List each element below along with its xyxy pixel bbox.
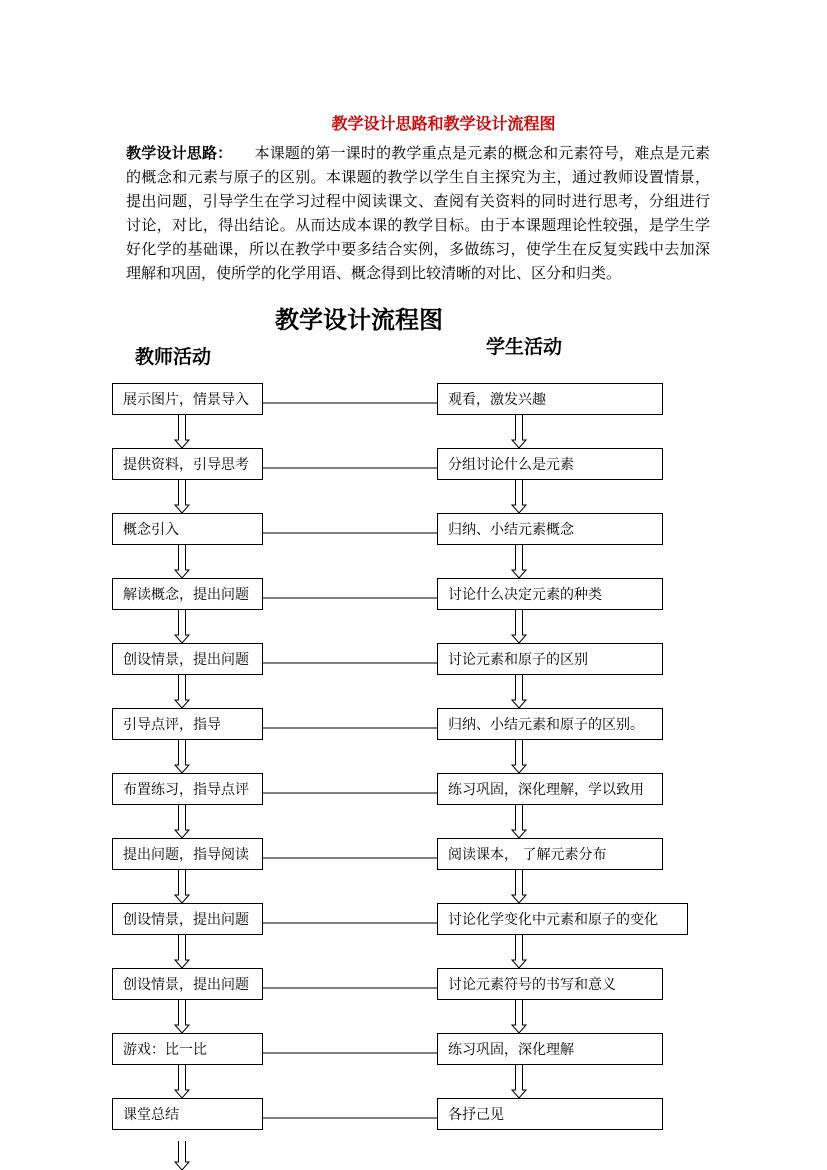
teacher-activity-box: 创设情景，提出问题 xyxy=(112,643,263,675)
student-column-heading: 学生活动 xyxy=(486,336,563,358)
teacher-activity-box: 概念引入 xyxy=(112,513,263,545)
teacher-flow-arrow xyxy=(175,1065,189,1098)
student-flow-arrow xyxy=(512,805,526,838)
teacher-activity-box: 创设情景，提出问题 xyxy=(112,968,263,1000)
student-flow-arrow xyxy=(512,675,526,708)
student-flow-arrow xyxy=(512,480,526,513)
student-activity-box: 讨论元素符号的书写和意义 xyxy=(437,968,663,1000)
teacher-activity-box: 游戏：比一比 xyxy=(112,1033,263,1065)
design-rationale-text: 本课题的第一课时的教学重点是元素的概念和元素符号，难点是元素的概念和元素与原子的区别。本课题的教学以学生自主探究为主，通过教师设置情景，提出问题，引导学生在学习过程中阅读课文、查阅有关资料的同时进行思考，分组进行讨论，对比，得出结论。从而达成本课的教学目标。由于本课题理论性较强，是学生学好化学的基础课，所以在教学中要多结合实例，多做练习，使学生在反复实践中去加深理解和巩固，使所学的化学用语、概念得到比较清晰的对比、区分和归类。 xyxy=(126,144,710,282)
student-activity-box: 阅读课本， 了解元素分布 xyxy=(437,838,663,870)
design-rationale-label: 教学设计思路： xyxy=(126,144,233,162)
teacher-flow-arrow xyxy=(175,870,189,903)
teacher-flow-arrow xyxy=(175,805,189,838)
document-title: 教学设计思路和教学设计流程图 xyxy=(331,114,556,133)
student-activity-box: 讨论什么决定元素的种类 xyxy=(437,578,663,610)
student-flow-arrow xyxy=(512,1000,526,1033)
teacher-flow-arrow xyxy=(175,610,189,643)
student-activity-box: 练习巩固，深化理解，学以致用 xyxy=(437,773,663,805)
flowchart-title: 教学设计流程图 xyxy=(275,306,443,334)
student-flow-arrow xyxy=(512,610,526,643)
teacher-activity-box: 展示图片，情景导入 xyxy=(112,383,263,415)
teacher-column-heading: 教师活动 xyxy=(135,346,212,368)
student-flow-arrow xyxy=(512,1065,526,1098)
teacher-activity-box: 创设情景，提出问题 xyxy=(112,903,263,935)
teacher-activity-box: 提供资料，引导思考 xyxy=(112,448,263,480)
student-activity-box: 归纳、小结元素概念 xyxy=(437,513,663,545)
student-activity-box: 讨论化学变化中元素和原子的变化 xyxy=(437,903,688,935)
teacher-flow-arrow xyxy=(175,675,189,708)
teacher-activity-box: 布置练习，指导点评 xyxy=(112,773,263,805)
student-activity-box: 归纳、小结元素和原子的区别。 xyxy=(437,708,663,740)
student-activity-box: 观看，激发兴趣 xyxy=(437,383,663,415)
teacher-flow-arrow xyxy=(175,740,189,773)
student-activity-box: 各抒己见 xyxy=(437,1098,663,1130)
teacher-flow-arrow xyxy=(175,1141,189,1170)
student-activity-box: 讨论元素和原子的区别 xyxy=(437,643,663,675)
student-flow-arrow xyxy=(512,870,526,903)
teacher-flow-arrow xyxy=(175,480,189,513)
student-activity-box: 分组讨论什么是元素 xyxy=(437,448,663,480)
student-flow-arrow xyxy=(512,935,526,968)
student-flow-arrow xyxy=(512,415,526,448)
teacher-flow-arrow xyxy=(175,545,189,578)
student-activity-box: 练习巩固，深化理解 xyxy=(437,1033,663,1065)
student-flow-arrow xyxy=(512,545,526,578)
teacher-flow-arrow xyxy=(175,1000,189,1033)
teacher-activity-box: 引导点评，指导 xyxy=(112,708,263,740)
student-flow-arrow xyxy=(512,740,526,773)
teacher-flow-arrow xyxy=(175,415,189,448)
teacher-activity-box: 提出问题，指导阅读 xyxy=(112,838,263,870)
teacher-activity-box: 解读概念，提出问题 xyxy=(112,578,263,610)
teacher-flow-arrow xyxy=(175,935,189,968)
teacher-activity-box: 课堂总结 xyxy=(112,1098,263,1130)
